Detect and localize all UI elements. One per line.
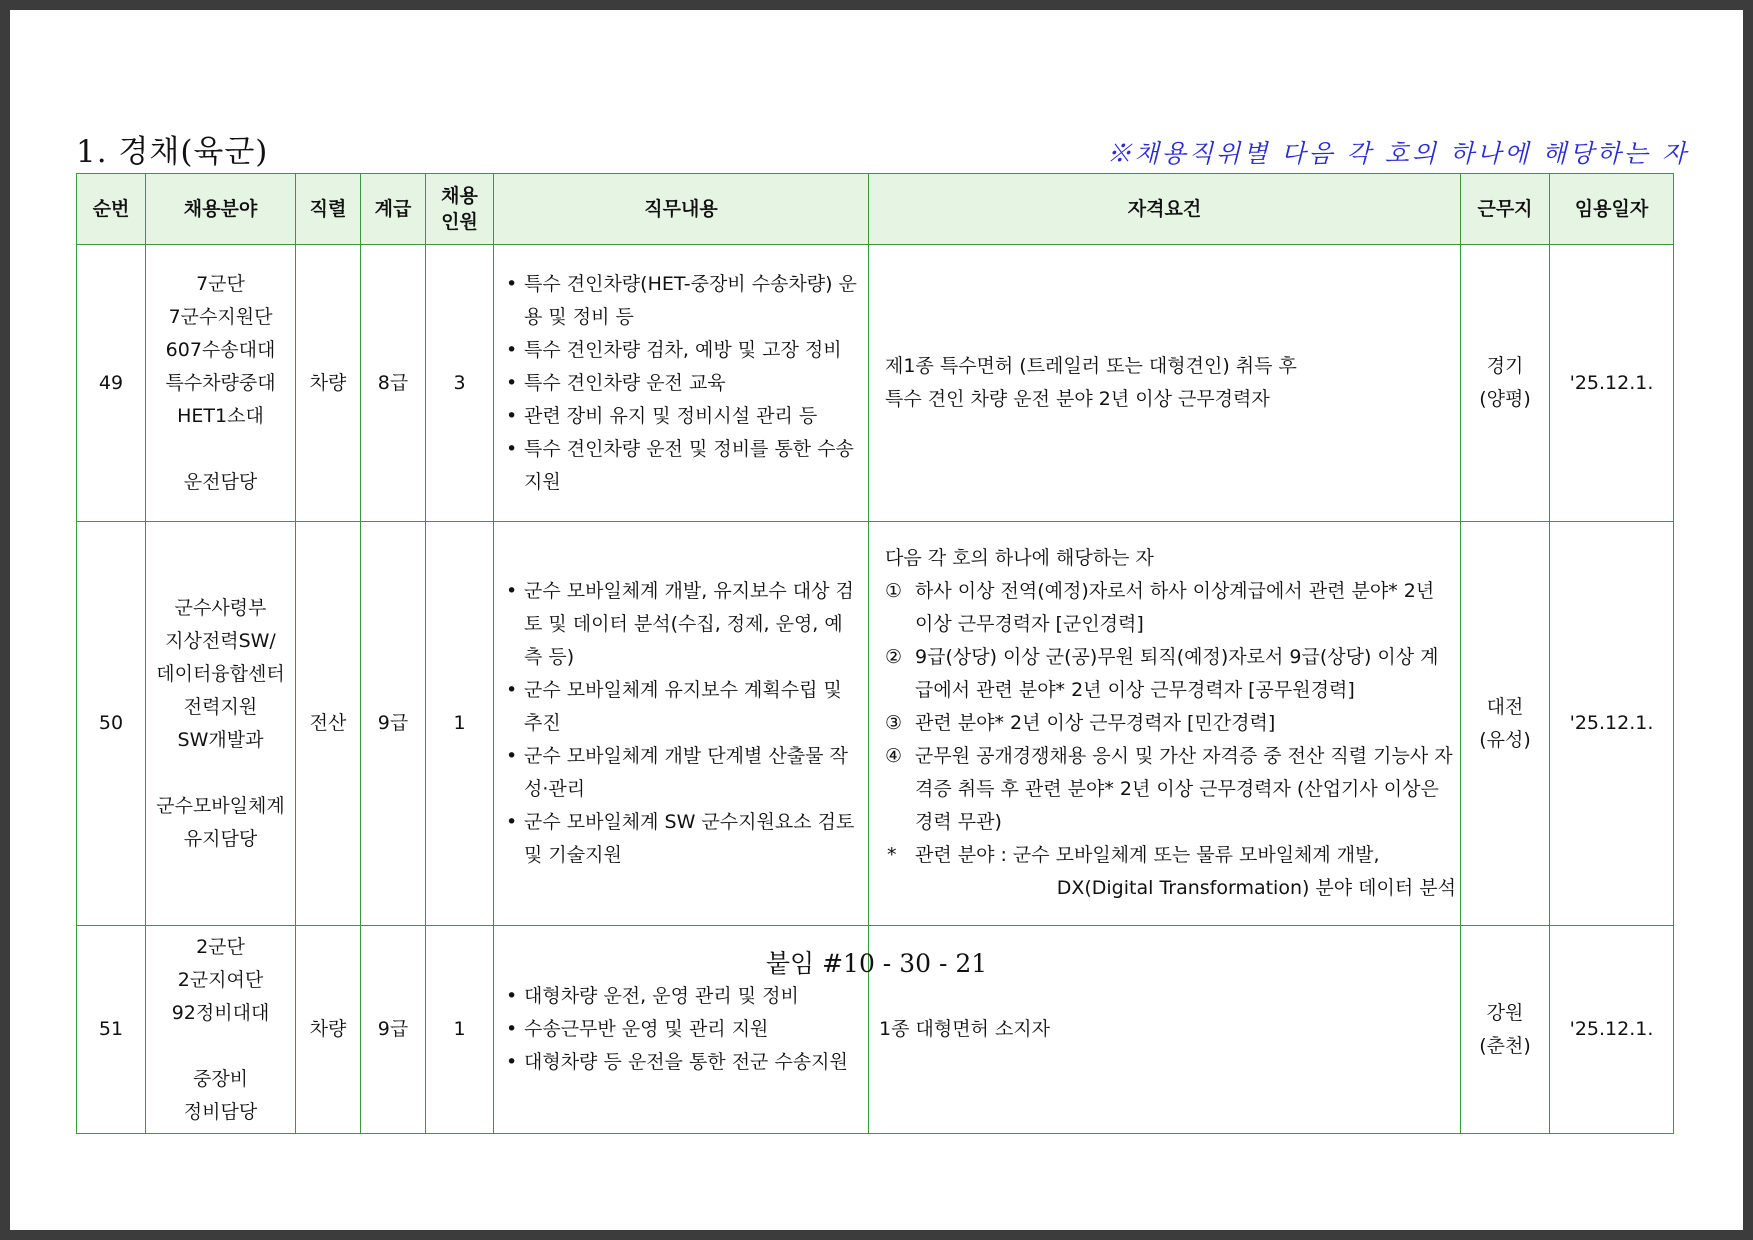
requirements-intro: 다음 각 호의 하나에 해당하는 자	[885, 547, 1154, 569]
duty-item: • 수송근무반 운영 및 관리 지원	[506, 1013, 858, 1046]
recruitment-table	[76, 173, 1674, 1134]
eligibility-note: ※채용직위별 다음 각 호의 하나에 해당하는 자	[1106, 139, 1689, 168]
row-grade: 8급	[361, 245, 426, 522]
row-date: '25.12.1.	[1550, 926, 1674, 1134]
table-row	[77, 245, 1674, 522]
row-series: 차량	[296, 926, 361, 1134]
header-count: 채용 인원	[426, 174, 494, 245]
header-requirements: 자격요건	[869, 174, 1461, 245]
row-date: '25.12.1.	[1550, 245, 1674, 522]
requirements-footnote: * 관련 분야 : 군수 모바일체계 또는 물류 모바일체계 개발,	[887, 844, 1380, 866]
row-requirements	[869, 522, 1461, 926]
duty-item: • 대형차량 등 운전을 통한 전군 수송지원	[506, 1046, 858, 1079]
header-duties: 직무내용	[494, 174, 869, 245]
duty-item: • 군수 모바일체계 SW 군수지원요소 검토 및 기술지원	[506, 806, 858, 872]
duty-item: • 특수 견인차량 운전 교육	[506, 367, 858, 400]
table-row	[77, 522, 1674, 926]
row-count: 1	[426, 926, 494, 1134]
duty-item: • 특수 견인차량 운전 및 정비를 통한 수송 지원	[506, 433, 858, 499]
row-grade: 9급	[361, 522, 426, 926]
requirement-item: ② 9급(상당) 이상 군(공)무원 퇴직(예정)자로서 9급(상당) 이상 계급에서 관련 분야* 2년 이상 근무경력자 [공무원경력]	[885, 646, 1439, 701]
row-field: 2군단 2군지여단 92정비대대 중장비 정비담당	[146, 926, 296, 1134]
row-requirements: 제1종 특수면허 (트레일러 또는 대형견인) 취득 후 특수 견인 차량 운전 분야 2년 이상 근무경력자	[869, 245, 1461, 522]
row-no: 49	[77, 245, 146, 522]
requirement-item: ③ 관련 분야* 2년 이상 근무경력자 [민간경력]	[885, 712, 1276, 734]
page-footer: 붙임 #10 - 30 - 21	[765, 949, 988, 978]
duty-item: • 관련 장비 유지 및 정비시설 관리 등	[506, 400, 858, 433]
row-location: 강원 (춘천)	[1461, 926, 1550, 1134]
header-field: 채용분야	[146, 174, 296, 245]
row-requirements: 1종 대형면허 소지자	[869, 926, 1461, 1134]
row-field: 7군단 7군수지원단 607수송대대 특수차량중대 HET1소대 운전담당	[146, 245, 296, 522]
header-no: 순번	[77, 174, 146, 245]
requirements-footnote-cont: DX(Digital Transformation) 분야 데이터 분석	[1056, 877, 1456, 899]
duty-item: • 특수 견인차량(HET-중장비 수송차량) 운용 및 정비 등	[506, 268, 858, 334]
duty-item: • 군수 모바일체계 개발, 유지보수 대상 검토 및 데이터 분석(수집, 정제, 운영, 예측 등)	[506, 575, 858, 674]
duty-item: • 군수 모바일체계 개발 단계별 산출물 작성·관리	[506, 740, 858, 806]
row-field: 군수사령부 지상전력SW/ 데이터융합센터 전력지원 SW개발과 군수모바일체계 유지담당	[146, 522, 296, 926]
requirement-item: ① 하사 이상 전역(예정)자로서 하사 이상계급에서 관련 분야* 2년 이상 근무경력자 [군인경력]	[885, 580, 1435, 635]
section-title: 1. 경채(육군)	[76, 134, 269, 170]
row-count: 1	[426, 522, 494, 926]
table-header-row	[77, 174, 1674, 245]
duty-item: • 대형차량 운전, 운영 관리 및 정비	[506, 980, 858, 1013]
duty-item: • 군수 모바일체계 유지보수 계획수립 및 추진	[506, 674, 858, 740]
document-page	[10, 10, 1743, 1230]
row-location: 대전 (유성)	[1461, 522, 1550, 926]
row-no: 50	[77, 522, 146, 926]
header-series: 직렬	[296, 174, 361, 245]
row-no: 51	[77, 926, 146, 1134]
requirement-item: ④ 군무원 공개경쟁채용 응시 및 가산 자격증 중 전산 직렬 기능사 자격증 취득 후 관련 분야* 2년 이상 근무경력자 (산업기사 이상은 경력 무관)	[885, 745, 1453, 833]
row-grade: 9급	[361, 926, 426, 1134]
row-count: 3	[426, 245, 494, 522]
row-series: 차량	[296, 245, 361, 522]
row-series: 전산	[296, 522, 361, 926]
row-date: '25.12.1.	[1550, 522, 1674, 926]
header-date: 임용일자	[1550, 174, 1674, 245]
row-location: 경기 (양평)	[1461, 245, 1550, 522]
row-duties	[494, 522, 869, 926]
header-location: 근무지	[1461, 174, 1550, 245]
header-grade: 계급	[361, 174, 426, 245]
duty-item: • 특수 견인차량 검차, 예방 및 고장 정비	[506, 334, 858, 367]
row-duties	[494, 245, 869, 522]
